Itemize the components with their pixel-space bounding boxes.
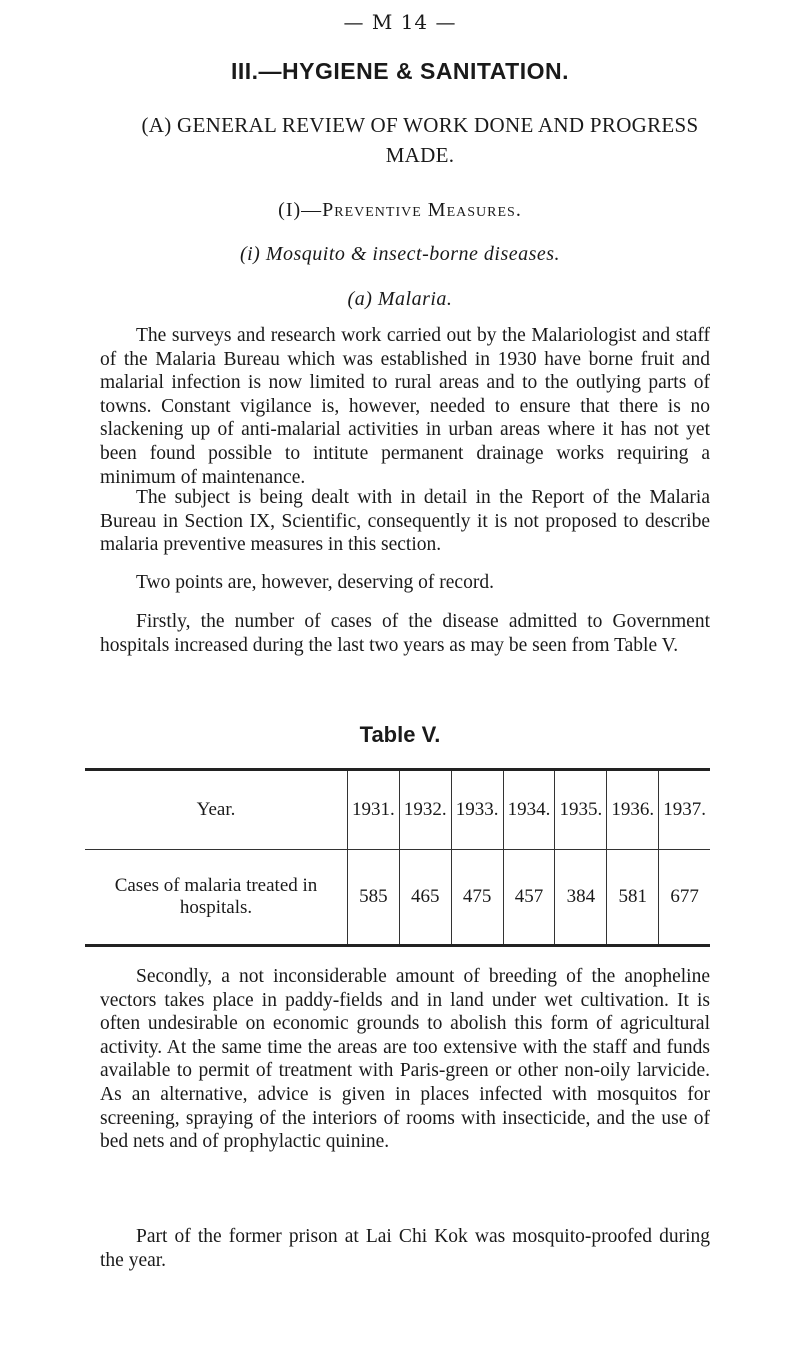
table-cell: 384	[555, 850, 607, 946]
page-number: — M 14 —	[343, 10, 457, 34]
paragraph: Firstly, the number of cases of the disease admitted to Government hospitals increased during the last two years as may be seen from Table V.	[100, 611, 710, 656]
section-heading: III.—HYGIENE & SANITATION.	[231, 58, 569, 84]
table-cell: 457	[503, 850, 555, 946]
subsection-heading-malaria: (a) Malaria.	[347, 288, 453, 310]
subsection-heading-mosquito: (i) Mosquito & insect-borne diseases.	[239, 243, 561, 265]
table-header-year: 1932.	[399, 770, 451, 850]
table-cell: 581	[607, 850, 659, 946]
table-header-label: Year.	[85, 770, 348, 850]
table-header-year: 1935.	[555, 770, 607, 850]
table-header-year: 1937.	[659, 770, 710, 850]
subsection-heading-preventive: (I)—Preventive Measures.	[278, 199, 522, 221]
table-row	[85, 850, 710, 946]
table-row-label: Cases of malaria treated in hospitals.	[114, 875, 318, 918]
table-header-year: 1936.	[607, 770, 659, 850]
table-cell: 465	[399, 850, 451, 946]
table-cell: 475	[451, 850, 503, 946]
paragraph: Part of the former prison at Lai Chi Kok was mosquito-proofed during the year.	[100, 1226, 710, 1271]
subsection-heading-a: (A) GENERAL REVIEW OF WORK DONE AND PROGRESS MADE.	[141, 113, 699, 167]
paragraph: Secondly, a not inconsiderable amount of breeding of the anopheline vectors takes place in paddy-fields and in land under wet cultivation. It is often undesirable on economic grounds to abolish this form of agricultural activity. At the same time the areas are too extensive with the staff and funds available to permit of treatment with Paris-green or other non-oily larvicide. As an alternative, advice is given in places infected with mosquitos for screening, spraying of the interiors of rooms with insecticide, and the use of bed nets and of prophylactic quinine.	[100, 966, 710, 1153]
paragraph: The subject is being dealt with in detail in the Report of the Malaria Bureau in Section IX, Scientific, consequently it is not proposed to describe malaria preventive measures in this section.	[100, 487, 710, 556]
paragraph: The surveys and research work carried out by the Malariologist and staff of the Malaria Bureau which was established in 1930 have borne fruit and malarial infection is now limited to rural areas and to the outlying parts of towns. Constant vigilance is, however, needed to ensure that there is no slackening up of anti-malarial activities in urban areas where it has not yet been found possible to intitute permanent drainage works requiring a minimum of maintenance.	[100, 325, 710, 488]
table-cell: 677	[659, 850, 710, 946]
table-header-year: 1934.	[503, 770, 555, 850]
table-header-year: 1933.	[451, 770, 503, 850]
table-header-row	[85, 770, 710, 850]
table-cell: 585	[348, 850, 400, 946]
table-header-year: 1931.	[348, 770, 400, 850]
paragraph: Two points are, however, deserving of record.	[136, 572, 494, 593]
table-title: Table V.	[359, 722, 441, 747]
malaria-cases-table	[85, 768, 710, 947]
